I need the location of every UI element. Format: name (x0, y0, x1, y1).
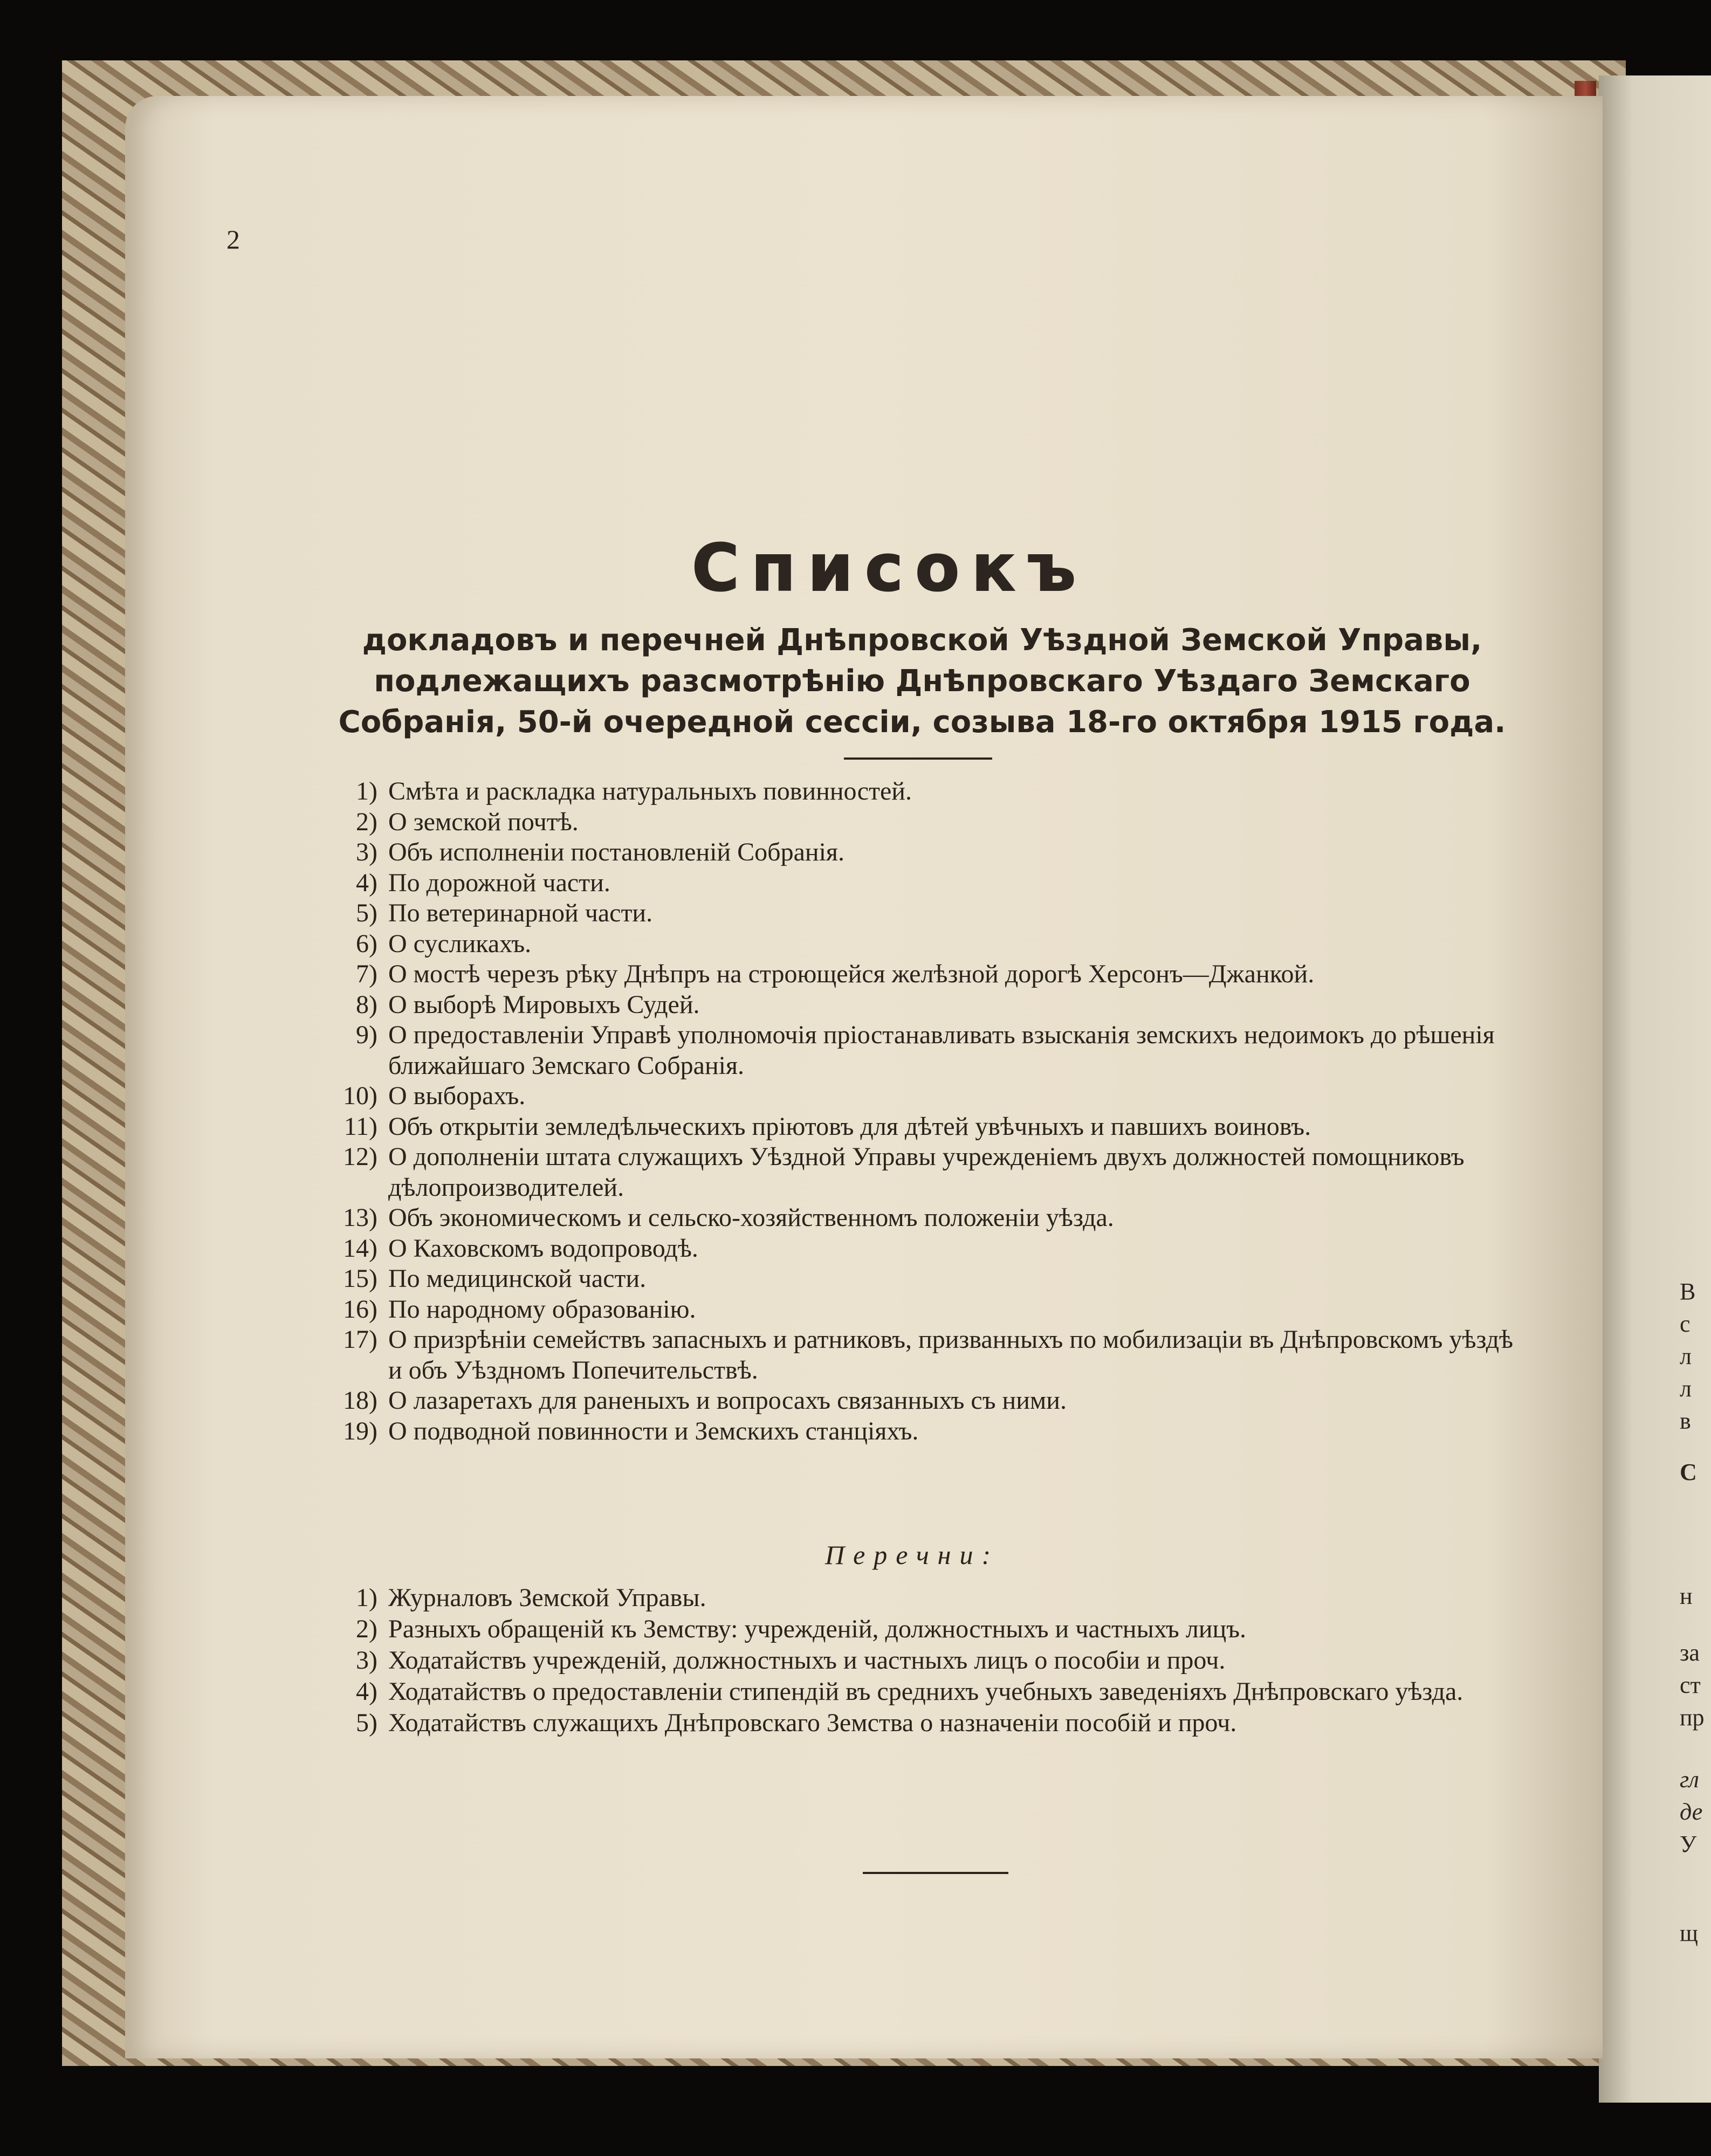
lists-list (324, 1582, 1526, 1739)
list-item (324, 1707, 1526, 1739)
item-number: 16) (343, 1294, 377, 1324)
item-number: 6) (356, 929, 377, 958)
list-item (324, 929, 1526, 960)
item-text: Ходатайствъ о предоставленіи стипендій въ среднихъ учебныхъ заведеніяхъ Днѣпровскаго уѣзда. (388, 1677, 1463, 1706)
list-item (324, 837, 1526, 868)
list-item (324, 1203, 1526, 1234)
item-text: Ходатайствъ учрежденій, должностныхъ и частныхъ лицъ о пособіи и проч. (388, 1646, 1226, 1675)
item-text: Объ исполненіи постановленій Собранія. (388, 838, 844, 866)
list-item (324, 776, 1526, 807)
item-number: 7) (356, 960, 377, 988)
list-item (324, 1416, 1526, 1447)
item-text: О выборѣ Мировыхъ Судей. (388, 990, 700, 1019)
adjacent-page (1599, 75, 1711, 2103)
item-number: 1) (356, 1583, 377, 1612)
item-text: Объ открытіи земледѣльческихъ пріютовъ для дѣтей увѣчныхъ и павшихъ воиновъ. (388, 1112, 1311, 1141)
list-item (324, 1234, 1526, 1264)
closing-divider (863, 1872, 1008, 1874)
list-item (324, 990, 1526, 1021)
right-page-fragment: л (1680, 1343, 1692, 1369)
item-number: 17) (343, 1325, 377, 1354)
list-item (324, 1112, 1526, 1142)
item-text: По дорожной части. (388, 868, 610, 897)
item-number: 18) (343, 1386, 377, 1415)
list-item (324, 1325, 1526, 1386)
item-number: 9) (356, 1021, 377, 1049)
item-text: О земской почтѣ. (388, 807, 579, 836)
item-text: Ходатайствъ служащихъ Днѣпровскаго Земства о назначеніи пособій и проч. (388, 1709, 1237, 1737)
item-number: 2) (356, 807, 377, 836)
list-item (324, 959, 1526, 990)
right-page-fragment: гл (1680, 1766, 1699, 1793)
item-text: О выборахъ. (388, 1082, 526, 1110)
right-page-fragment: с (1680, 1311, 1691, 1337)
item-number: 19) (343, 1416, 377, 1445)
lists-heading: Перечни: (825, 1540, 1000, 1570)
item-text: Журналовъ Земской Управы. (388, 1583, 706, 1612)
right-page-fragment: щ (1680, 1920, 1698, 1946)
item-text: О Каховскомъ водопроводѣ. (388, 1234, 698, 1263)
list-item (324, 1020, 1526, 1081)
right-page-fragment: ст (1680, 1672, 1701, 1698)
list-item (324, 1614, 1526, 1645)
item-text: По народному образованію. (388, 1294, 696, 1324)
item-number: 8) (356, 990, 377, 1019)
right-page-fragment: С (1680, 1459, 1697, 1485)
list-item (324, 1645, 1526, 1676)
right-page-fragment: л (1680, 1375, 1692, 1402)
item-number: 10) (343, 1082, 377, 1110)
list-item (324, 1264, 1526, 1294)
item-text: По медицинской части. (388, 1264, 647, 1293)
item-number: 15) (343, 1264, 377, 1293)
right-page-fragment: пр (1680, 1704, 1705, 1731)
list-item (324, 1081, 1526, 1112)
list-item (324, 1582, 1526, 1614)
item-number: 13) (343, 1203, 377, 1232)
item-number: 11) (343, 1112, 377, 1141)
item-number: 14) (343, 1234, 377, 1263)
list-item (324, 1142, 1526, 1203)
item-number: 3) (356, 838, 377, 866)
item-text: О дополненіи штата служащихъ Уѣздной Управы учрежденіемъ двухъ должностей помощниковъ дѣлопроизводителей. (388, 1142, 1465, 1202)
item-text: О подводной повинности и Земскихъ станціяхъ. (388, 1416, 919, 1445)
reports-list (324, 776, 1526, 1446)
list-item (324, 1386, 1526, 1416)
item-number: 4) (356, 868, 377, 897)
item-text: Смѣта и раскладка натуральныхъ повинностей. (388, 777, 912, 805)
item-number: 4) (356, 1677, 377, 1706)
item-text: По ветеринарной части. (388, 899, 653, 927)
right-page-fragment: н (1680, 1583, 1693, 1609)
right-page-fragment: В (1680, 1278, 1696, 1305)
item-number: 5) (356, 899, 377, 927)
item-number: 5) (356, 1709, 377, 1737)
item-number: 12) (343, 1142, 377, 1171)
item-text: О лазаретахъ для раненыхъ и вопросахъ связанныхъ съ ними. (388, 1386, 1067, 1415)
document-title: Списокъ (691, 531, 1088, 606)
item-text: Объ экономическомъ и сельско-хозяйственномъ положеніи уѣзда. (388, 1203, 1114, 1232)
list-item (324, 807, 1526, 838)
item-number: 1) (356, 777, 377, 805)
item-text: О мостѣ черезъ рѣку Днѣпръ на строющейся желѣзной дорогѣ Херсонъ—Джанкой. (388, 960, 1315, 988)
list-item (324, 898, 1526, 929)
item-text: О предоставленіи Управѣ уполномочія пріостанавливать взысканія земскихъ недоимокъ до рѣшенія ближайшаго Земскаго Собранія. (388, 1021, 1495, 1080)
right-page-fragment: У (1680, 1831, 1697, 1857)
item-text: О призрѣніи семействъ запасныхъ и ратниковъ, призванныхъ по мобилизаціи въ Днѣпровскомъ уѣздѣ и объ Уѣздномъ Попечительствѣ. (388, 1325, 1514, 1384)
item-text: О сусликахъ. (388, 929, 532, 958)
right-page-fragment: в (1680, 1408, 1691, 1434)
item-number: 2) (356, 1615, 377, 1643)
page-number: 2 (226, 224, 240, 254)
right-page-fragment: за (1680, 1640, 1700, 1666)
title-divider (844, 757, 992, 760)
right-page-fragment: де (1680, 1799, 1703, 1825)
list-item (324, 1676, 1526, 1707)
list-item (324, 1294, 1526, 1325)
item-number: 3) (356, 1646, 377, 1675)
list-item (324, 868, 1526, 899)
item-text: Разныхъ обращеній къ Земству: учрежденій, должностныхъ и частныхъ лицъ. (388, 1615, 1247, 1643)
document-subtitle: докладовъ и перечней Днѣпровской Уѣздной Земской Управы, подлежащихъ разсмотрѣнію Днѣпровскаго Уѣздаго Земскаго Собранія, 50-й очередной сессіи, созыва 18-го октября 1915 года. (338, 623, 1506, 740)
